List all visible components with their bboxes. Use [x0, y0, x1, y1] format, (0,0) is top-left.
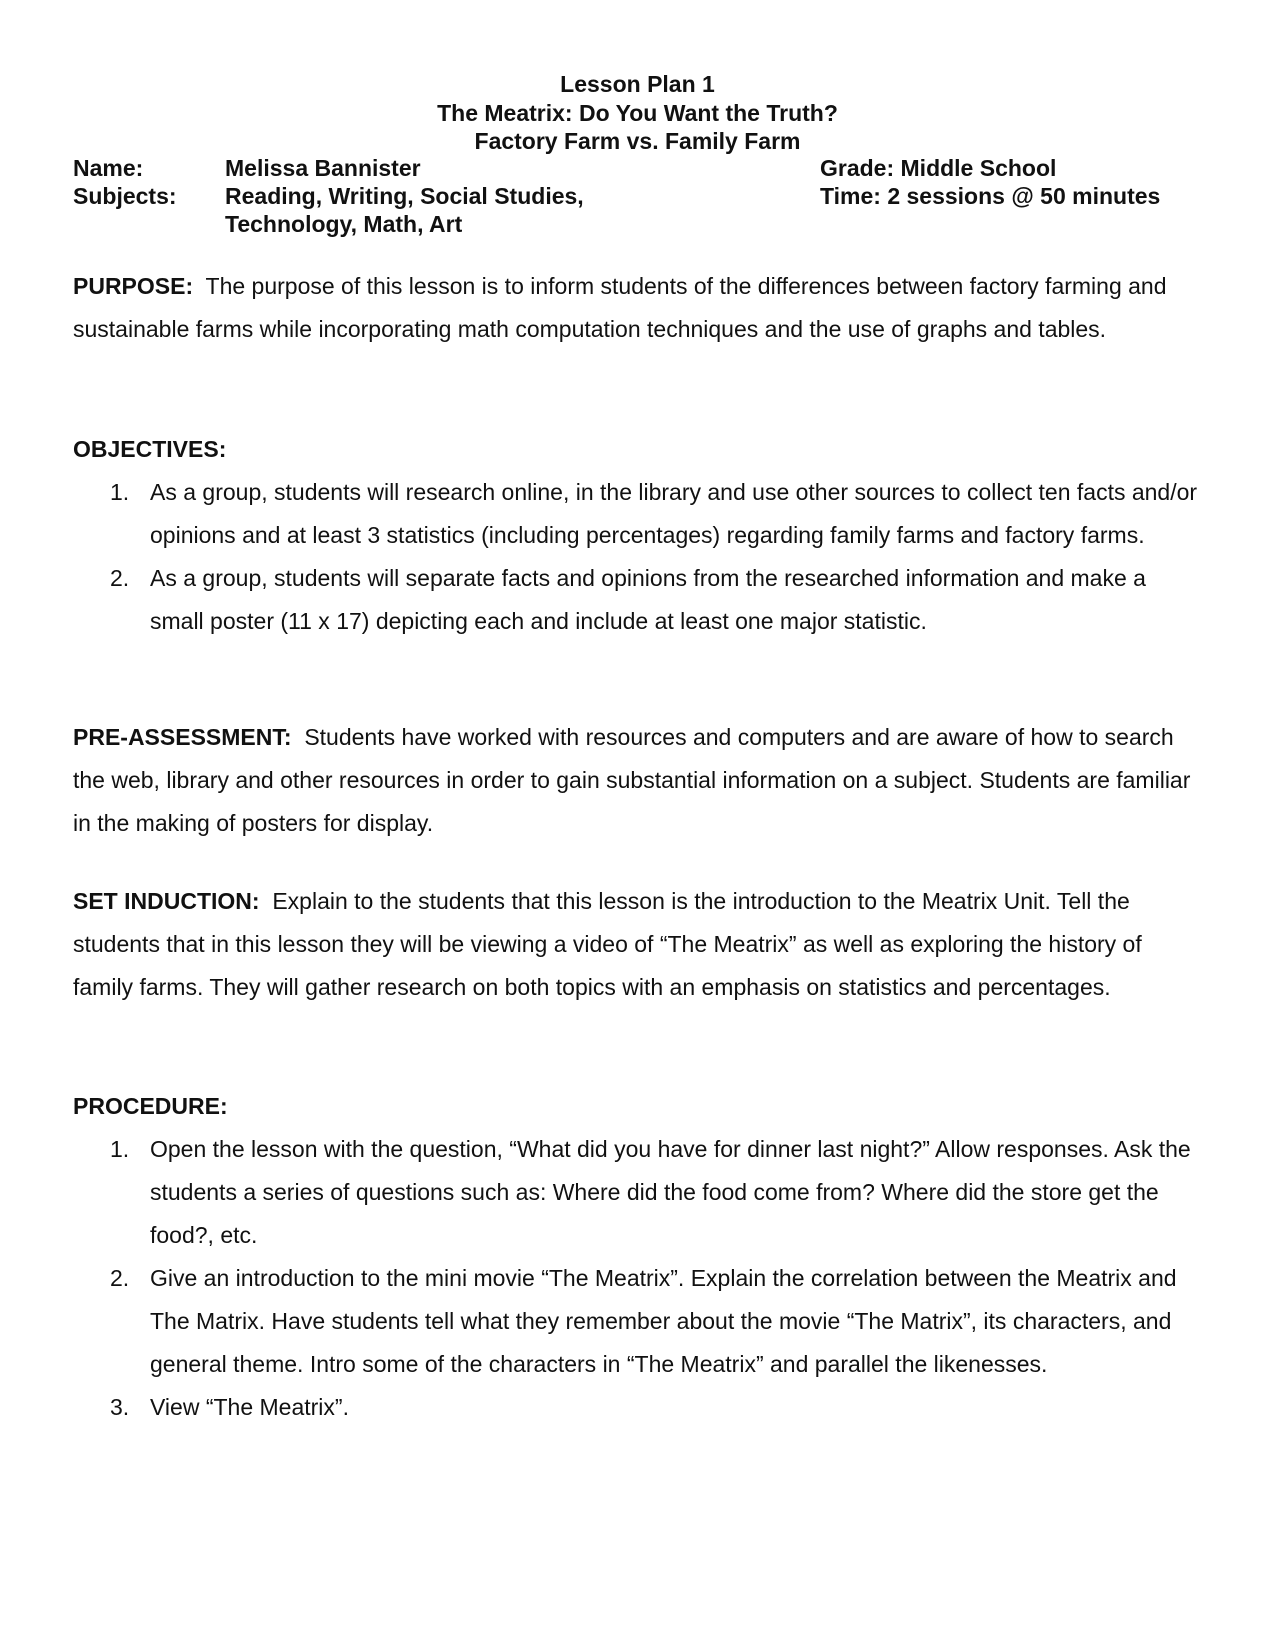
objectives-heading: OBJECTIVES:	[73, 436, 227, 462]
purpose-text: The purpose of this lesson is to inform students of the differences between factory farming and sustainable farms while incorporating math computation techniques and the use of graphs and tables.	[73, 273, 1167, 342]
list-item	[73, 1257, 1203, 1386]
set-induction-section	[73, 880, 1203, 1009]
list-item-text: Give an introduction to the mini movie “The Meatrix”. Explain the correlation between the Meatrix and The Matrix. Have students tell what they remember about the movie “The Matrix”, its characters, and general theme. Intro some of the characters in “The Meatrix” and parallel the likenesses.	[150, 1265, 1177, 1377]
list-item	[73, 557, 1203, 643]
meta-row-subjects	[73, 182, 1223, 210]
list-item	[73, 471, 1203, 557]
preassessment-text: Students have worked with resources and computers and are aware of how to search the web, library and other resources in order to gain substantial information on a subject. Students are familiar in the making of posters for display.	[73, 724, 1191, 836]
preassessment-section	[73, 716, 1203, 845]
objectives-list	[73, 471, 1203, 643]
preassessment-label: PRE-ASSESSMENT:	[73, 724, 292, 750]
subjects-label: Subjects:	[73, 183, 177, 209]
time-value: Time: 2 sessions @ 50 minutes	[820, 183, 1161, 209]
lesson-meta	[73, 154, 1223, 238]
subjects-value-line1: Reading, Writing, Social Studies,	[225, 183, 584, 209]
list-item	[73, 1128, 1203, 1257]
meta-row-subjects-cont	[73, 210, 1223, 238]
procedure-section	[73, 1085, 1203, 1429]
list-item-text: Open the lesson with the question, “What did you have for dinner last night?” Allow responses. Ask the students a series of questions such as: Where did the food come from? Where did the store get the food?, etc.	[150, 1136, 1191, 1248]
set-induction-label: SET INDUCTION:	[73, 888, 260, 914]
list-item	[73, 1386, 1203, 1429]
list-item-number: 3.	[110, 1394, 130, 1420]
set-induction-text: Explain to the students that this lesson is the introduction to the Meatrix Unit. Tell the students that in this lesson they will be viewing a video of “The Meatrix” as well as exploring the history of family farms. They will gather research on both topics with an emphasis on statistics and percentages.	[73, 888, 1142, 1000]
list-item-number: 2.	[110, 565, 130, 591]
lesson-subtitle: The Meatrix: Do You Want the Truth?	[437, 99, 838, 126]
subjects-value-line2: Technology, Math, Art	[225, 211, 463, 237]
lesson-plan-title: Lesson Plan 1	[560, 71, 715, 97]
grade-value: Grade: Middle School	[820, 155, 1057, 181]
lesson-topic: Factory Farm vs. Family Farm	[474, 128, 801, 154]
list-item-text: As a group, students will research online, in the library and use other sources to collect ten facts and/or opinions and at least 3 statistics (including percentages) regarding family farms and factory farms.	[150, 479, 1198, 548]
name-label: Name:	[73, 155, 144, 181]
purpose-label: PURPOSE:	[73, 273, 194, 299]
procedure-list	[73, 1128, 1203, 1429]
list-item-text: As a group, students will separate facts and opinions from the researched information and make a small poster (11 x 17) depicting each and include at least one major statistic.	[150, 565, 1146, 634]
procedure-heading: PROCEDURE:	[73, 1093, 228, 1119]
purpose-section	[73, 265, 1203, 351]
purpose-paragraph	[73, 265, 1203, 351]
list-item-number: 1.	[110, 479, 130, 505]
document-header	[0, 70, 1275, 156]
name-value: Melissa Bannister	[225, 155, 421, 181]
list-item-text: View “The Meatrix”.	[150, 1394, 349, 1420]
meta-row-name	[73, 154, 1223, 182]
set-induction-paragraph	[73, 880, 1203, 1009]
list-item-number: 1.	[110, 1136, 130, 1162]
preassessment-paragraph	[73, 716, 1203, 845]
objectives-section	[73, 428, 1203, 643]
list-item-number: 2.	[110, 1265, 130, 1291]
